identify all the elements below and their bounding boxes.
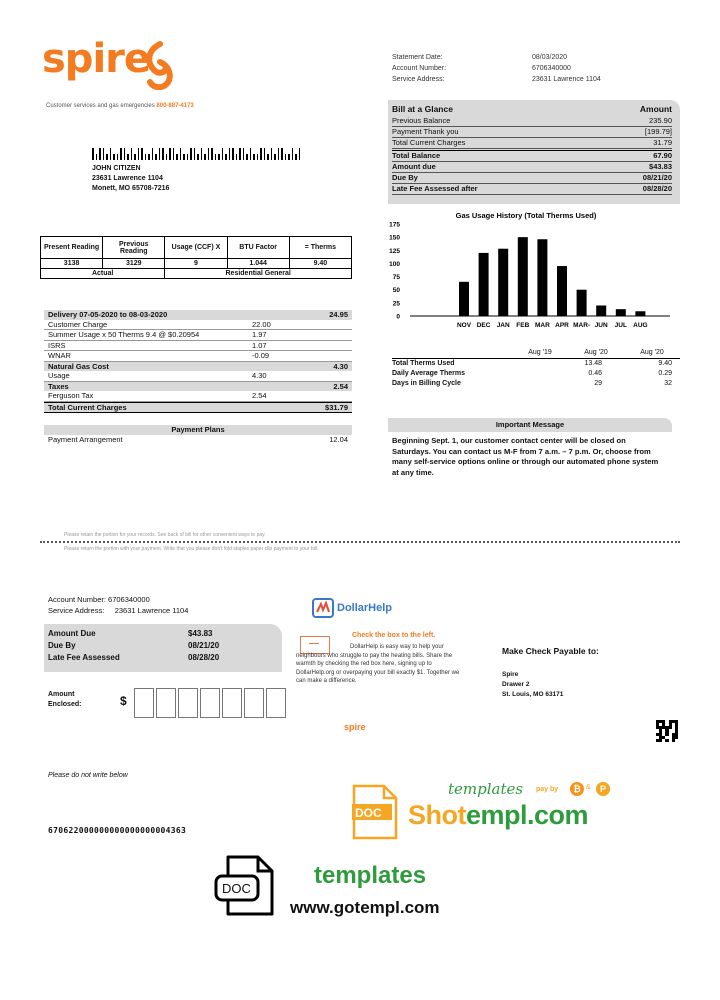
no-write-note: Please do not write below bbox=[48, 772, 128, 779]
doc-file-icon-black bbox=[214, 854, 276, 918]
templates-word: templates bbox=[314, 862, 427, 889]
tear-bottom-note: Please return the portion with your payment. Write that you please don't fold staples paper clip payment to your bill. bbox=[64, 546, 319, 552]
charge-item-value: 4.30 bbox=[252, 371, 267, 380]
glance-total-label: Amount due bbox=[392, 162, 436, 171]
glance-title: Bill at a Glance bbox=[392, 104, 453, 114]
glance-total-label: Due By bbox=[392, 173, 418, 182]
barcode-bar bbox=[264, 148, 266, 160]
statement-date-label: Statement Date: bbox=[392, 54, 443, 61]
barcode-bar bbox=[285, 154, 287, 160]
barcode-bar bbox=[274, 154, 276, 160]
barcode-bar bbox=[208, 148, 210, 160]
amount-digit-box[interactable] bbox=[200, 688, 220, 718]
meter-header-cell: Present Reading bbox=[41, 237, 103, 259]
usage-chart bbox=[386, 208, 680, 348]
barcode-bar bbox=[106, 154, 108, 160]
dollarhelp-name: DollarHelp bbox=[337, 602, 393, 614]
delivery-total: 24.95 bbox=[329, 310, 348, 319]
amount-digit-box[interactable] bbox=[156, 688, 176, 718]
stub-row-label: Amount Due bbox=[48, 629, 96, 638]
stub-row bbox=[48, 652, 278, 664]
barcode-bar bbox=[292, 148, 294, 160]
chart-bar bbox=[557, 266, 567, 316]
charge-item-value: 2.54 bbox=[252, 391, 267, 400]
glance-row-value: 235.90 bbox=[649, 116, 672, 125]
barcode-bar bbox=[187, 154, 189, 160]
x-tick-label: AUG bbox=[633, 322, 648, 329]
barcode-bar bbox=[134, 154, 136, 160]
dollarhelp-spire-mark: spire bbox=[344, 722, 366, 732]
amount-digit-box[interactable] bbox=[244, 688, 264, 718]
doc-label-orange: DOC bbox=[355, 806, 382, 820]
barcode-bar bbox=[215, 154, 217, 160]
usage-row-prev: 0.46 bbox=[588, 370, 602, 377]
amount-digit-box[interactable] bbox=[134, 688, 154, 718]
meter-header-cell: Previous Reading bbox=[103, 237, 165, 259]
important-message-body: Beginning Sept. 1, our customer contact center will be closed on Saturdays. You can contact us M-F from 7 a.m. – 7 p.m. Or, choose from many self-service options online or through our automated phone system at any time. bbox=[392, 436, 659, 477]
cs-label: Customer services and gas emergencies bbox=[46, 103, 155, 109]
x-tick-label: APR bbox=[555, 322, 569, 329]
payment-plan-label: Payment Arrangement bbox=[48, 434, 123, 444]
barcode-bar bbox=[183, 154, 185, 160]
charge-item-value: 1.07 bbox=[252, 340, 267, 350]
usage-row-prev: 29 bbox=[594, 380, 602, 387]
usage-summary-cols bbox=[392, 348, 680, 359]
payable-line1: Spire bbox=[502, 671, 519, 678]
stub-service-label: Service Address: bbox=[48, 606, 105, 615]
meter-reading-type: Actual bbox=[41, 269, 165, 279]
meter-value-cell: 3138 bbox=[41, 259, 103, 269]
barcode-bar bbox=[155, 154, 157, 160]
usage-row bbox=[392, 379, 680, 389]
statement-date: 08/03/2020 bbox=[532, 54, 568, 61]
glance-total bbox=[392, 184, 672, 195]
meter-table bbox=[40, 236, 352, 279]
barcode-bar bbox=[173, 148, 175, 160]
stub-service-value: 23631 Lawrence 1104 bbox=[114, 606, 189, 615]
payment-plan-value: 12.04 bbox=[329, 434, 348, 444]
customer-street: 23631 Lawrence 1104 bbox=[92, 175, 163, 182]
barcode-bar bbox=[225, 154, 227, 160]
dollarhelp-text: DollarHelp is easy way to help your neighbours who struggle to pay the heating bills. Share the warmth by checking the red box here, signing up to DollarHelp.org or overpaying your bill exactly $1. Together we can make a difference. bbox=[296, 644, 460, 684]
address-barcode bbox=[92, 148, 302, 160]
barcode-bar bbox=[204, 154, 206, 160]
charge-item bbox=[44, 320, 352, 331]
charge-item-label: Customer Charge bbox=[48, 319, 108, 329]
barcode-bar bbox=[113, 154, 115, 160]
charge-item-value: -0.09 bbox=[252, 351, 270, 360]
usage-row-prev: 13.48 bbox=[584, 360, 602, 367]
stub-row bbox=[48, 640, 278, 652]
stub-row-label: Due By bbox=[48, 641, 76, 650]
amount-digit-box[interactable] bbox=[178, 688, 198, 718]
chart-bar bbox=[635, 311, 645, 316]
total-charges-row bbox=[44, 402, 352, 414]
barcode-bar bbox=[229, 148, 231, 160]
bill-at-a-glance bbox=[388, 100, 680, 204]
glance-total bbox=[392, 151, 672, 162]
barcode-bar bbox=[253, 154, 255, 160]
x-tick-label: FEB bbox=[516, 322, 530, 329]
brand-name: spire bbox=[42, 36, 151, 82]
meter-rate-class: Residential General bbox=[165, 269, 352, 279]
shotempl-brand bbox=[408, 800, 588, 831]
account-number: 6706340000 bbox=[532, 65, 571, 72]
charges-section bbox=[44, 310, 352, 444]
glance-total-label: Late Fee Assessed after bbox=[392, 184, 478, 193]
barcode-bar bbox=[176, 154, 178, 160]
usage-col-label: Aug '20 bbox=[584, 349, 608, 356]
amount-enclosed-boxes[interactable] bbox=[134, 688, 288, 718]
glance-row bbox=[392, 127, 672, 138]
important-message-title: Important Message bbox=[388, 418, 672, 432]
customer-name: JOHN CITIZEN bbox=[92, 165, 141, 172]
barcode-bar bbox=[288, 154, 290, 160]
dollarhelp-check-title: Check the box to the left. bbox=[352, 632, 436, 639]
barcode-bar bbox=[260, 148, 262, 160]
chart-bar bbox=[537, 239, 547, 316]
amount-digit-box[interactable] bbox=[222, 688, 242, 718]
barcode-bar bbox=[257, 154, 259, 160]
chart-bar bbox=[577, 290, 587, 316]
x-tick-label: JAN bbox=[496, 322, 510, 329]
charge-item-label: ISRS bbox=[48, 340, 66, 350]
barcode-bar bbox=[99, 148, 101, 160]
doc-label-black: DOC bbox=[222, 881, 251, 896]
barcode-bar bbox=[162, 148, 164, 160]
payable-line2: Drawer 2 bbox=[502, 681, 530, 688]
chart-bar bbox=[596, 305, 606, 316]
barcode-bar bbox=[180, 148, 182, 160]
glance-row bbox=[392, 116, 672, 127]
barcode-bar bbox=[197, 154, 199, 160]
barcode-bar bbox=[246, 154, 248, 160]
charge-item-value: 1.97 bbox=[252, 330, 267, 339]
barcode-bar bbox=[145, 154, 147, 160]
charge-item-label: Usage bbox=[48, 371, 70, 380]
barcode-bar bbox=[222, 148, 224, 160]
ocr-scanline: 670622000000000000000004363 bbox=[48, 826, 187, 835]
glance-row bbox=[392, 138, 672, 149]
payment-plan-row bbox=[44, 435, 352, 445]
charge-item bbox=[44, 330, 352, 341]
y-tick-label: 50 bbox=[392, 287, 400, 295]
barcode-bar bbox=[243, 148, 245, 160]
barcode-bar bbox=[267, 154, 269, 160]
paypal-icon: P bbox=[596, 782, 610, 796]
account-label: Account Number: bbox=[392, 65, 447, 72]
barcode-bar bbox=[281, 148, 283, 160]
doc-file-icon-orange bbox=[352, 784, 398, 840]
usage-row-curr: 9.40 bbox=[658, 360, 672, 367]
cs-phone: 800-887-4173 bbox=[156, 103, 194, 109]
payable-line3: St. Louis, MO 63171 bbox=[502, 691, 564, 698]
charge-item bbox=[44, 351, 352, 362]
y-tick-label: 75 bbox=[392, 274, 400, 282]
glance-rows bbox=[392, 116, 672, 149]
stub-row-label: Late Fee Assessed bbox=[48, 653, 120, 662]
bitcoin-icon: ₿ bbox=[570, 782, 584, 796]
ampersand: & bbox=[586, 784, 591, 791]
chart-bar bbox=[616, 309, 626, 316]
barcode-bar bbox=[120, 148, 122, 160]
dollarhelp-logo bbox=[312, 598, 392, 618]
usage-row bbox=[392, 369, 680, 379]
charge-item bbox=[44, 371, 352, 382]
barcode-bar bbox=[96, 154, 98, 160]
stub-row-value: $43.83 bbox=[188, 629, 213, 638]
chart-bar bbox=[459, 282, 469, 316]
glance-amount-header: Amount bbox=[639, 104, 672, 114]
meter-value-cell: 3129 bbox=[103, 259, 165, 269]
barcode-bar bbox=[239, 148, 241, 160]
barcode-bar bbox=[299, 148, 301, 160]
usage-row bbox=[392, 359, 680, 369]
usage-row-curr: 32 bbox=[664, 380, 672, 387]
meter-value-cell: 1.044 bbox=[227, 259, 289, 269]
barcode-bar bbox=[103, 148, 105, 160]
meter-header-cell: = Therms bbox=[289, 237, 351, 259]
charge-item bbox=[44, 341, 352, 352]
amount-enclosed-label: Amount Enclosed: bbox=[48, 691, 82, 708]
gas-cost-header bbox=[44, 362, 352, 372]
charge-item bbox=[44, 391, 352, 402]
barcode-bar bbox=[295, 154, 297, 160]
x-tick-label: DEC bbox=[476, 322, 491, 329]
y-tick-label: 150 bbox=[389, 234, 400, 242]
gas-items bbox=[44, 371, 352, 382]
glance-row-value: [199.79] bbox=[644, 127, 672, 136]
customer-address bbox=[92, 164, 169, 194]
meter-value-cell: 9.40 bbox=[289, 259, 351, 269]
customer-city: Monett, MO 65708-7216 bbox=[92, 185, 170, 192]
glance-total-value: 08/28/20 bbox=[642, 184, 672, 193]
templates-script: templates bbox=[448, 780, 524, 798]
barcode-bar bbox=[271, 148, 273, 160]
charge-item-value: 22.00 bbox=[252, 319, 271, 329]
payable-title: Make Check Payable to: bbox=[502, 646, 599, 656]
meter-value-row bbox=[41, 259, 352, 269]
y-tick-label: 125 bbox=[389, 247, 400, 255]
x-tick-label: NOV bbox=[456, 322, 472, 329]
delivery-header bbox=[44, 310, 352, 320]
x-tick-label: JUN bbox=[594, 322, 608, 329]
pay-by-label: pay by bbox=[536, 786, 559, 793]
stub-row-value: 08/28/20 bbox=[188, 653, 220, 662]
glance-total-value: 08/21/20 bbox=[642, 173, 672, 182]
glance-total-label: Total Balance bbox=[392, 151, 441, 160]
barcode-bar bbox=[169, 148, 171, 160]
barcode-bar bbox=[124, 148, 126, 160]
customer-service-line bbox=[46, 103, 194, 109]
glance-total bbox=[392, 173, 672, 184]
glance-totals bbox=[392, 150, 672, 195]
helping-hand-icon bbox=[312, 598, 334, 618]
chart-title: Gas Usage History (Total Therms Used) bbox=[455, 211, 597, 220]
barcode-bar bbox=[127, 154, 129, 160]
barcode-bar bbox=[218, 154, 220, 160]
service-label: Service Address: bbox=[392, 76, 445, 83]
dollar-sign: $ bbox=[120, 694, 127, 708]
tear-top-note: Please retain the portion for your records. See back of bill for other convenient ways to pay. bbox=[64, 532, 266, 538]
y-tick-label: 25 bbox=[392, 300, 400, 308]
stub-account-line: Account Number: 6706340000 bbox=[48, 595, 150, 604]
usage-summary-rows bbox=[392, 359, 680, 389]
barcode-bar bbox=[236, 154, 238, 160]
perforation-line bbox=[40, 541, 680, 543]
barcode-bar bbox=[201, 148, 203, 160]
charge-item-label: Ferguson Tax bbox=[48, 391, 94, 400]
barcode-bar bbox=[117, 154, 119, 160]
glance-total-value: 67.90 bbox=[653, 151, 672, 160]
gas-cost-total: 4.30 bbox=[333, 361, 348, 371]
barcode-bar bbox=[110, 148, 112, 160]
payable-address bbox=[502, 670, 563, 700]
barcode-bar bbox=[141, 148, 143, 160]
delivery-items bbox=[44, 320, 352, 362]
glance-row-label: Total Current Charges bbox=[392, 138, 466, 147]
stub-amount-box bbox=[44, 624, 282, 672]
total-charges-label: Total Current Charges bbox=[48, 402, 127, 412]
qr-module bbox=[675, 739, 678, 742]
meter-header-row bbox=[41, 237, 352, 259]
barcode-bar bbox=[166, 154, 168, 160]
glance-row-value: 31.79 bbox=[653, 138, 672, 147]
barcode-bar bbox=[232, 148, 234, 160]
barcode-bar bbox=[138, 148, 140, 160]
shotempl-part-b: empl.com bbox=[466, 800, 589, 830]
chart-bar bbox=[518, 237, 528, 316]
total-charges-value: $31.79 bbox=[325, 402, 348, 412]
usage-row-curr: 0.29 bbox=[658, 370, 672, 377]
x-tick-label: JUL bbox=[614, 322, 627, 329]
taxes-label: Taxes bbox=[48, 381, 69, 391]
glance-total bbox=[392, 162, 672, 173]
qr-code bbox=[656, 720, 678, 742]
charge-item-label: Summer Usage x 50 Therms 9.4 @ $0.20954 bbox=[48, 330, 200, 339]
barcode-bar bbox=[250, 148, 252, 160]
delivery-label: Delivery 07-05-2020 to 08-03-2020 bbox=[48, 310, 168, 319]
y-tick-label: 0 bbox=[396, 313, 400, 321]
amount-digit-box[interactable] bbox=[266, 688, 286, 718]
tax-items bbox=[44, 391, 352, 402]
glance-total-value: $43.83 bbox=[649, 162, 672, 171]
taxes-total: 2.54 bbox=[333, 381, 348, 391]
meter-header-cell: BTU Factor bbox=[227, 237, 289, 259]
gas-cost-label: Natural Gas Cost bbox=[48, 361, 109, 371]
statement-info bbox=[392, 52, 632, 85]
barcode-bar bbox=[278, 148, 280, 160]
barcode-bar bbox=[159, 148, 161, 160]
spire-flame-icon bbox=[138, 40, 180, 90]
usage-row-label: Total Therms Used bbox=[392, 360, 455, 367]
usage-summary bbox=[392, 348, 680, 389]
usage-col-label: Aug '19 bbox=[528, 349, 552, 356]
barcode-bar bbox=[152, 148, 154, 160]
usage-chart-svg bbox=[386, 208, 680, 348]
x-tick-label: MAR- bbox=[573, 322, 591, 329]
y-tick-label: 100 bbox=[389, 260, 400, 268]
barcode-bar bbox=[190, 148, 192, 160]
barcode-bar bbox=[131, 148, 133, 160]
meter-footer-row bbox=[41, 269, 352, 279]
chart-bar bbox=[479, 253, 489, 316]
usage-col-label: Aug '20 bbox=[640, 349, 664, 356]
barcode-bar bbox=[211, 148, 213, 160]
spire-logo bbox=[42, 36, 192, 96]
shotempl-part-a: Shot bbox=[408, 800, 466, 830]
glance-row-label: Payment Thank you bbox=[392, 127, 459, 136]
stub-row bbox=[48, 628, 278, 640]
glance-row-label: Previous Balance bbox=[392, 116, 451, 125]
barcode-bar bbox=[194, 148, 196, 160]
gotempl-url[interactable]: www.gotempl.com bbox=[290, 898, 440, 917]
usage-row-label: Days in Billing Cycle bbox=[392, 380, 461, 387]
charge-item-label: WNAR bbox=[48, 351, 71, 360]
x-tick-label: MAR bbox=[534, 322, 550, 329]
meter-header-cell: Usage (CCF) X bbox=[165, 237, 227, 259]
chart-bar bbox=[498, 249, 508, 316]
stub-account-info bbox=[48, 594, 188, 616]
barcode-bar bbox=[148, 154, 150, 160]
usage-col-spacer bbox=[392, 348, 512, 358]
payment-plans-title: Payment Plans bbox=[44, 425, 352, 435]
y-tick-label: 175 bbox=[389, 221, 400, 229]
usage-row-label: Daily Average Therms bbox=[392, 370, 466, 377]
meter-value-cell: 9 bbox=[165, 259, 227, 269]
stub-row-value: 08/21/20 bbox=[188, 641, 220, 650]
barcode-bar bbox=[92, 148, 94, 160]
service-address: 23631 Lawrence 1104 bbox=[532, 76, 601, 83]
taxes-header bbox=[44, 382, 352, 392]
